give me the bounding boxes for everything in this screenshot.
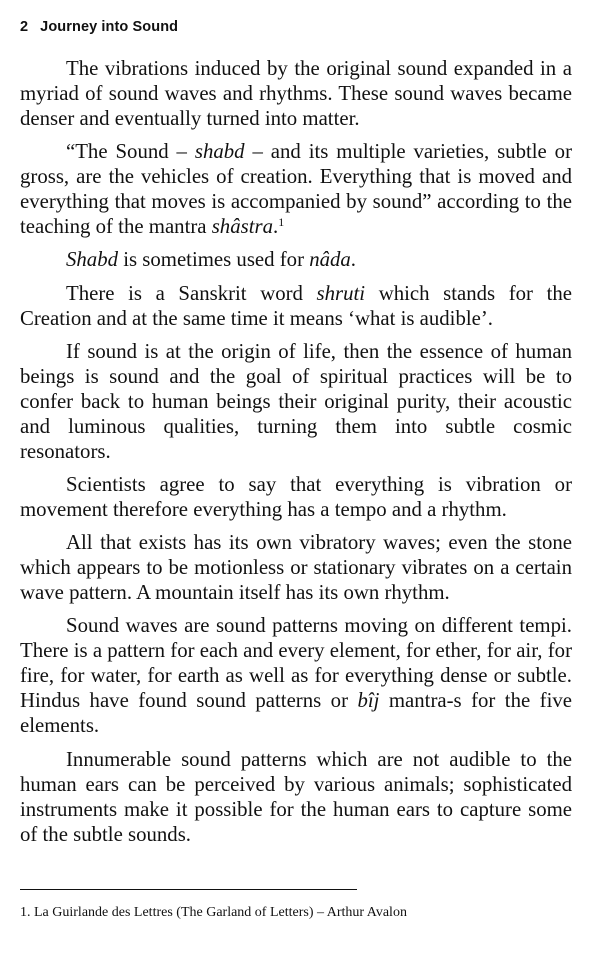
paragraph: Innumerable sound patterns which are not audible to the human ears can be perceived by various animals; sophisticated instruments make it possible for the human ears to capture some of the subtle sounds. [20,747,572,846]
running-head [20,19,178,35]
book-title: Journey into Sound [40,19,179,35]
text-run: . [272,215,279,239]
italic-term: bîj [357,689,380,713]
text-run: . [350,248,356,272]
body-text [20,56,572,847]
footnote: 1. La Guirlande des Lettres (The Garland of Letters) – Arthur Avalon [20,905,407,920]
text-run: mantra-s for the five elements. [20,689,572,738]
text-run: There is a Sanskrit word [66,281,317,305]
paragraph [20,139,572,239]
paragraph: All that exists has its own vibratory waves; even the stone which appears to be motionless or stationary vibrates on a certain wave pattern. A mountain itself has its own rhythm. [20,531,572,605]
paragraph: The vibrations induced by the original sound expanded in a myriad of sound waves and rhythms. These sound waves became denser and eventually turned into matter. [20,57,572,130]
text-run: – and its multiple varieties, subtle or gross, are the vehicles of creation. Everything that is moved and everything that moves is accompanied by sound” according to the teaching of the mantra [20,140,572,239]
text-run: “The Sound – [66,140,195,164]
paragraph [20,281,572,331]
text-run: is sometimes used for [118,248,310,272]
italic-term: shruti [316,281,366,305]
paragraph [20,247,572,272]
italic-term: nâda [309,248,351,272]
footnote-divider [20,889,357,890]
footnote-reference: 1 [278,215,285,230]
page-number: 2 [20,19,29,35]
italic-term: Shabd [66,248,118,272]
text-run: Sound waves are sound patterns moving on different tempi. There is a pattern for each and every element, for ether, for air, for fire, for water, for earth as well as for everything dense or subtle. Hindus have found sound patterns or [20,614,572,713]
italic-term: shabd [194,140,245,164]
paragraph: If sound is at the origin of life, then the essence of human beings is sound and the goal of spiritual practices will be to confer back to human beings their original purity, their acoustic and luminous qualities, turning them into subtle cosmic resonators. [20,339,572,463]
paragraph [20,613,572,738]
text-run: which stands for the Creation and at the same time it means ‘what is audible’. [20,281,572,330]
paragraph: Scientists agree to say that everything is vibration or movement therefore everything has a tempo and a rhythm. [20,472,572,521]
italic-term: shâstra [211,215,273,239]
